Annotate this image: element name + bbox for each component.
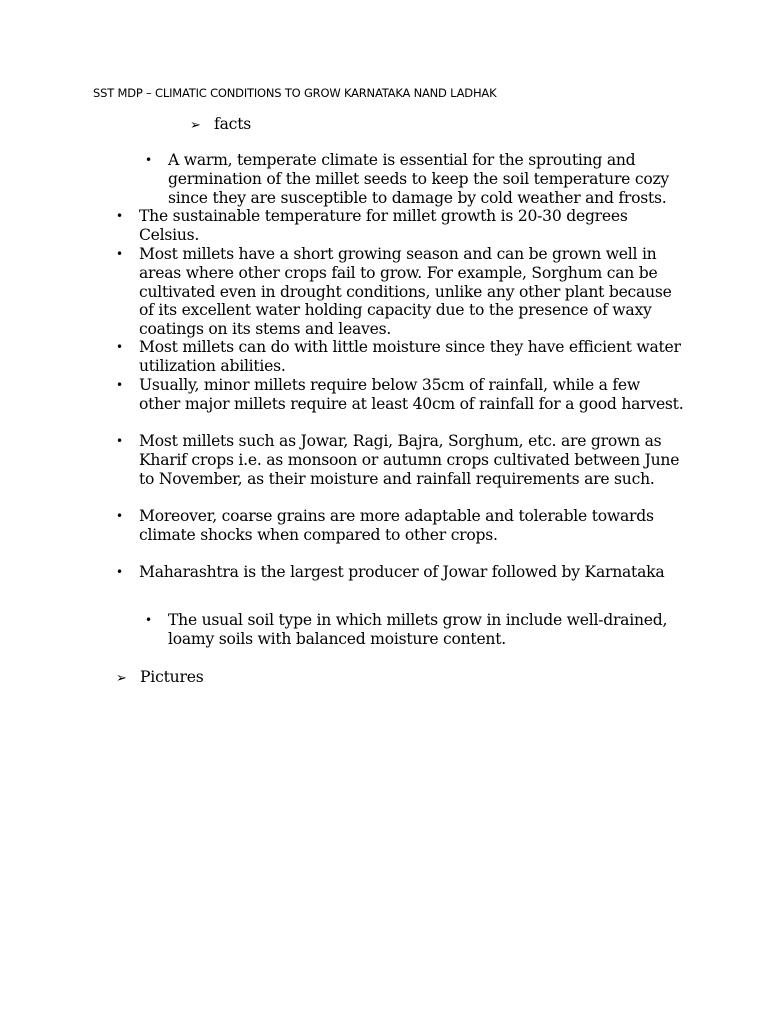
bullet-dot-icon: • <box>116 247 123 261</box>
list-item-text: The sustainable temperature for millet growth is 20-30 degrees Celsius. <box>139 207 628 244</box>
bullet-dot-icon: • <box>116 209 123 223</box>
list-item-text: Most millets such as Jowar, Ragi, Bajra, Sorghum, etc. are grown as Kharif crops i.e. as monsoon or autumn crops cultivated between June to November, as their moisture and rainfall requirements are such. <box>139 432 680 488</box>
section-pictures-label: Pictures <box>140 668 204 686</box>
document-heading: SST MDP – CLIMATIC CONDITIONS TO GROW KARNATAKA NAND LADHAK <box>93 86 497 100</box>
section-facts-label: facts <box>214 115 252 133</box>
list-item-text: Most millets have a short growing season and can be grown well in areas where other crops fail to grow. For example, Sorghum can be cultivated even in drought conditions, unlike any other plant because of its excellent water holding capacity due to the presence of waxy coatings on its stems and leaves. <box>139 245 672 338</box>
arrow-bullet-icon: ➢ <box>116 671 127 686</box>
list-item-text: The usual soil type in which millets grow in include well-drained, loamy soils with balanced moisture content. <box>168 611 668 648</box>
list-item-text: A warm, temperate climate is essential for the sprouting and germination of the millet seeds to keep the soil temperature cozy since they are susceptible to damage by cold weather and frosts. <box>168 151 669 207</box>
list-item-text: Usually, minor millets require below 35cm of rainfall, while a few other major millets require at least 40cm of rainfall for a good harvest. <box>139 376 684 413</box>
list-item-text: Maharashtra is the largest producer of Jowar followed by Karnataka <box>139 563 665 581</box>
bullet-dot-icon: • <box>116 565 123 579</box>
section-facts <box>190 115 251 133</box>
section-pictures <box>116 668 204 686</box>
bullet-dot-icon: • <box>145 613 152 627</box>
bullet-dot-icon: • <box>145 153 152 167</box>
bullet-dot-icon: • <box>116 378 123 392</box>
arrow-bullet-icon: ➢ <box>190 118 201 133</box>
bullet-dot-icon: • <box>116 434 123 448</box>
bullet-dot-icon: • <box>116 340 123 354</box>
bullet-dot-icon: • <box>116 509 123 523</box>
list-item-text: Moreover, coarse grains are more adaptable and tolerable towards climate shocks when compared to other crops. <box>139 507 654 544</box>
list-item-text: Most millets can do with little moisture since they have efficient water utilization abilities. <box>139 338 681 375</box>
